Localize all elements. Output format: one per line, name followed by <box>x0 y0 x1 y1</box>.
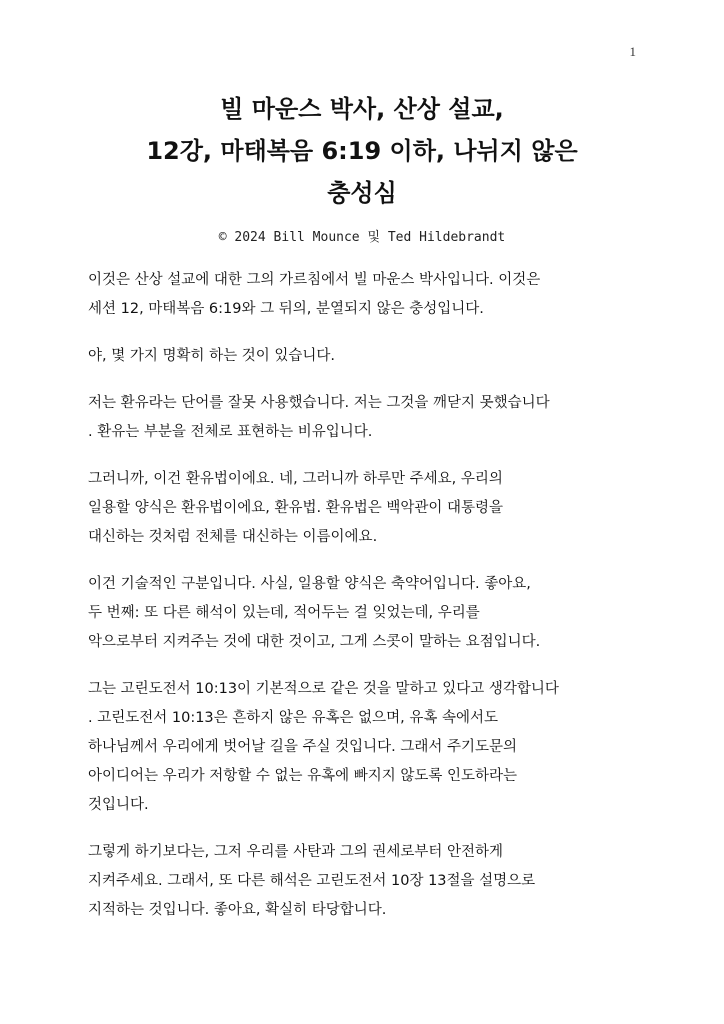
text-line: 일용할 양식은 환유법이에요, 환유법. 환유법은 백악관이 대통령을 <box>88 500 504 516</box>
text-line: 것입니다. <box>88 797 149 813</box>
text-line: 지적하는 것입니다. 좋아요, 확실히 타당합니다. <box>88 902 387 918</box>
text-line: 그러니까, 이건 환유법이에요. 네, 그러니까 하루만 주세요, 우리의 <box>88 471 503 487</box>
text-line: . 고린도전서 10:13은 흔하지 않은 유혹은 없으며, 유혹 속에서도 <box>88 710 499 726</box>
document-body <box>88 266 648 943</box>
text-line: 아이디어는 우리가 저항할 수 없는 유혹에 빠지지 않도록 인도하라는 <box>88 768 518 784</box>
text-line: 그는 고린도전서 10:13이 기본적으로 같은 것을 말하고 있다고 생각합니다 <box>88 681 559 697</box>
paragraph <box>88 465 648 552</box>
text-line: 대신하는 것처럼 전체를 대신하는 이름이에요. <box>88 529 378 545</box>
text-line: 이것은 산상 설교에 대한 그의 가르침에서 빌 마운스 박사입니다. 이것은 <box>88 272 541 288</box>
paragraph <box>88 266 648 324</box>
paragraph <box>88 675 648 820</box>
text-line: 악으로부터 지켜주는 것에 대한 것이고, 그게 스콧이 말하는 요점입니다. <box>88 634 541 650</box>
paragraph <box>88 570 648 657</box>
text-line: . 환유는 부분을 전체로 표현하는 비유입니다. <box>88 424 373 440</box>
text-line: 이건 기술적인 구분입니다. 사실, 일용할 양식은 축약어입니다. 좋아요, <box>88 576 531 592</box>
title-line: 12강, 마태복음 6:19 이하, 나뉘지 않은 <box>146 137 578 165</box>
text-line: 세션 12, 마태복음 6:19와 그 뒤의, 분열되지 않은 충성입니다. <box>88 301 484 317</box>
paragraph <box>88 389 648 447</box>
text-line: 두 번째: 또 다른 해석이 있는데, 적어두는 걸 잊었는데, 우리를 <box>88 605 480 621</box>
title-line: 빌 마운스 박사, 산상 설교, <box>220 95 504 123</box>
text-line: 지켜주세요. 그래서, 또 다른 해석은 고린도전서 10장 13절을 설명으로 <box>88 873 536 889</box>
text-line: 그렇게 하기보다는, 그저 우리를 사탄과 그의 권세로부터 안전하게 <box>88 844 504 860</box>
title-line: 충성심 <box>327 179 397 207</box>
page-number: 1 <box>629 44 636 59</box>
page-title <box>70 88 654 214</box>
text-line: 하나님께서 우리에게 벗어날 길을 주실 것입니다. 그래서 주기도문의 <box>88 739 518 755</box>
copyright-notice: © 2024 Bill Mounce 및 Ted Hildebrandt <box>218 230 506 245</box>
text-line: 야, 몇 가지 명확히 하는 것이 있습니다. <box>88 348 335 364</box>
paragraph <box>88 342 648 371</box>
paragraph <box>88 838 648 925</box>
text-line: 저는 환유라는 단어를 잘못 사용했습니다. 저는 그것을 깨닫지 못했습니다 <box>88 395 550 411</box>
